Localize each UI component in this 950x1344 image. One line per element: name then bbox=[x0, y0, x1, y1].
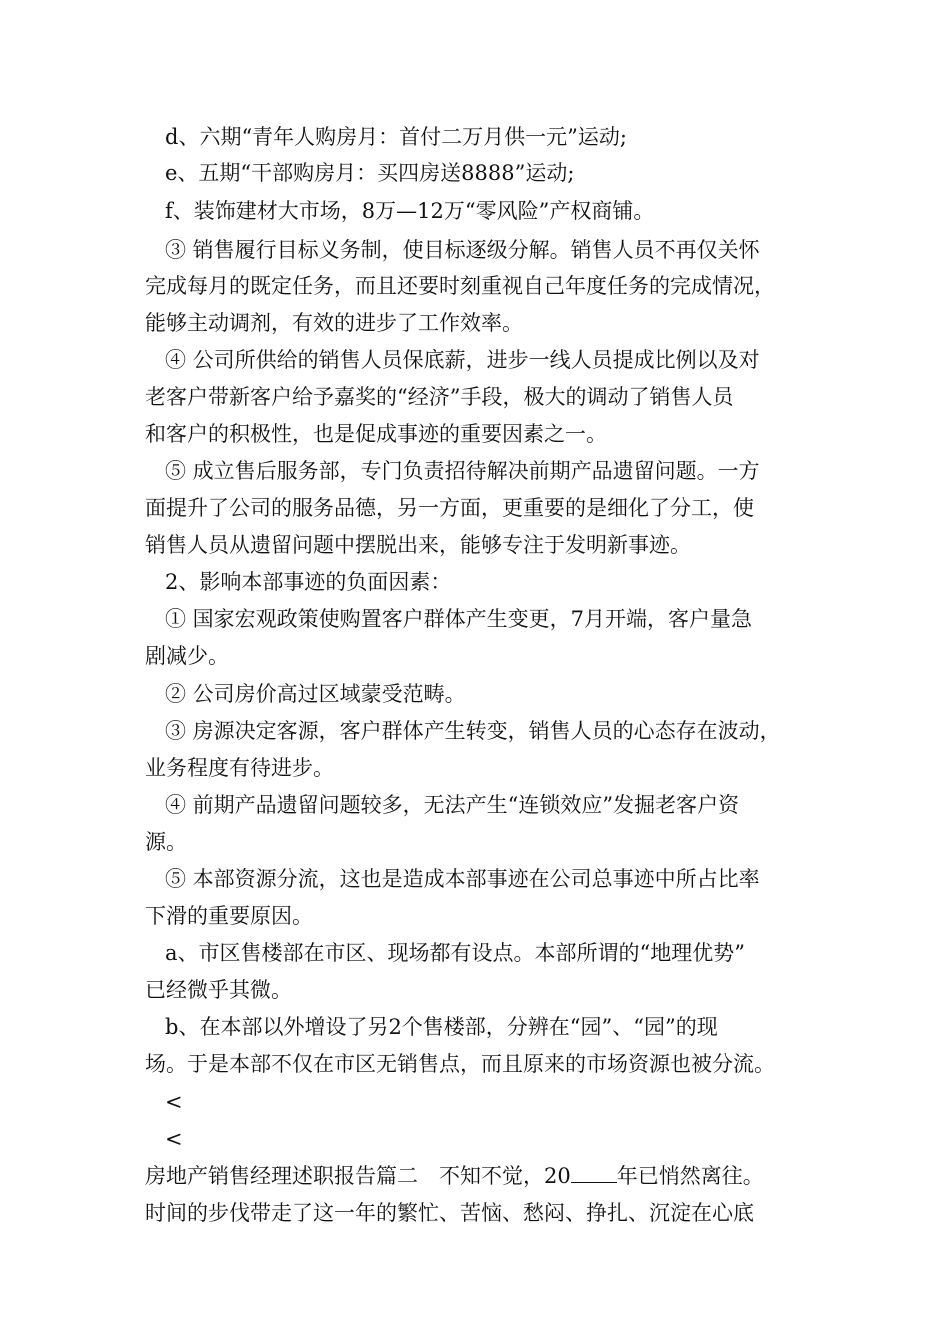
text-line: 业务程度有待进步。 bbox=[145, 756, 334, 780]
text-line: < bbox=[165, 1090, 183, 1114]
text-line: ① 国家宏观政策使购置客户群体产生变更，7月开端，客户量急 bbox=[165, 607, 753, 631]
text-line: 已经微乎其微。 bbox=[145, 978, 292, 1002]
text-line: 销售人员从遗留问题中摆脱出来，能够专注于发明新事迹。 bbox=[145, 533, 691, 557]
text-line: 时间的步伐带走了这一年的繁忙、苦恼、愁闷、挣扎、沉淀在心底 bbox=[145, 1201, 754, 1225]
text-line: ② 公司房价高过区域蒙受范畴。 bbox=[165, 682, 466, 706]
text-line: ⑤ 成立售后服务部，专门负责招待解决前期产品遗留问题。一方 bbox=[165, 459, 760, 483]
text-line: 场。于是本部不仅在市区无销售点，而且原来的市场资源也被分流。 bbox=[145, 1052, 775, 1076]
fill-in-blank bbox=[571, 1164, 617, 1183]
section-heading-line bbox=[145, 1158, 825, 1194]
text-line: 下滑的重要原因。 bbox=[145, 904, 313, 928]
text-line: ④ 公司所供给的销售人员保底薪，进步一线人员提成比例以及对 bbox=[165, 348, 760, 372]
text-line: < bbox=[165, 1127, 183, 1151]
text-line: 源。 bbox=[145, 830, 187, 854]
text-line: d、六期“青年人购房月：首付二万月供一元”运动; bbox=[165, 125, 627, 149]
text-line: 能够主动调剂，有效的进步了工作效率。 bbox=[145, 311, 523, 335]
text-line: 剧减少。 bbox=[145, 644, 229, 668]
heading-text-tail: 年已悄然离往。 bbox=[616, 1164, 764, 1188]
text-line: 老客户带新客户给予嘉奖的“经济”手段，极大的调动了销售人员 bbox=[145, 385, 734, 409]
text-line: ④ 前期产品遗留问题较多，无法产生“连锁效应”发掘老客户资 bbox=[165, 793, 740, 817]
text-line: 完成每月的既定任务，而且还要时刻重视自己年度任务的完成情况， bbox=[145, 274, 775, 298]
text-line: ③ 销售履行目标义务制，使目标逐级分解。销售人员不再仅关怀 bbox=[165, 238, 760, 262]
text-line: 和客户的积极性，也是促成事迹的重要因素之一。 bbox=[145, 422, 607, 446]
text-line: e、五期“干部购房月：买四房送8888”运动; bbox=[165, 161, 575, 185]
text-line: a、市区售楼部在市区、现场都有设点。本部所谓的“地理优势” bbox=[165, 941, 745, 965]
text-line: 2、影响本部事迹的负面因素： bbox=[165, 570, 452, 594]
text-line: f、装饰建材大市场，8万—12万“零风险”产权商铺。 bbox=[165, 199, 655, 223]
text-line: b、在本部以外增设了另2个售楼部，分辨在“园”、“园”的现 bbox=[165, 1015, 718, 1039]
text-line: 面提升了公司的服务品德，另一方面，更重要的是细化了分工，使 bbox=[145, 496, 754, 520]
text-line: ③ 房源决定客源，客户群体产生转变，销售人员的心态存在波动， bbox=[165, 719, 781, 743]
heading-text: 房地产销售经理述职报告篇二 不知不觉，20 bbox=[145, 1164, 571, 1188]
text-line: ⑤ 本部资源分流，这也是造成本部事迹在公司总事迹中所占比率 bbox=[165, 867, 760, 891]
